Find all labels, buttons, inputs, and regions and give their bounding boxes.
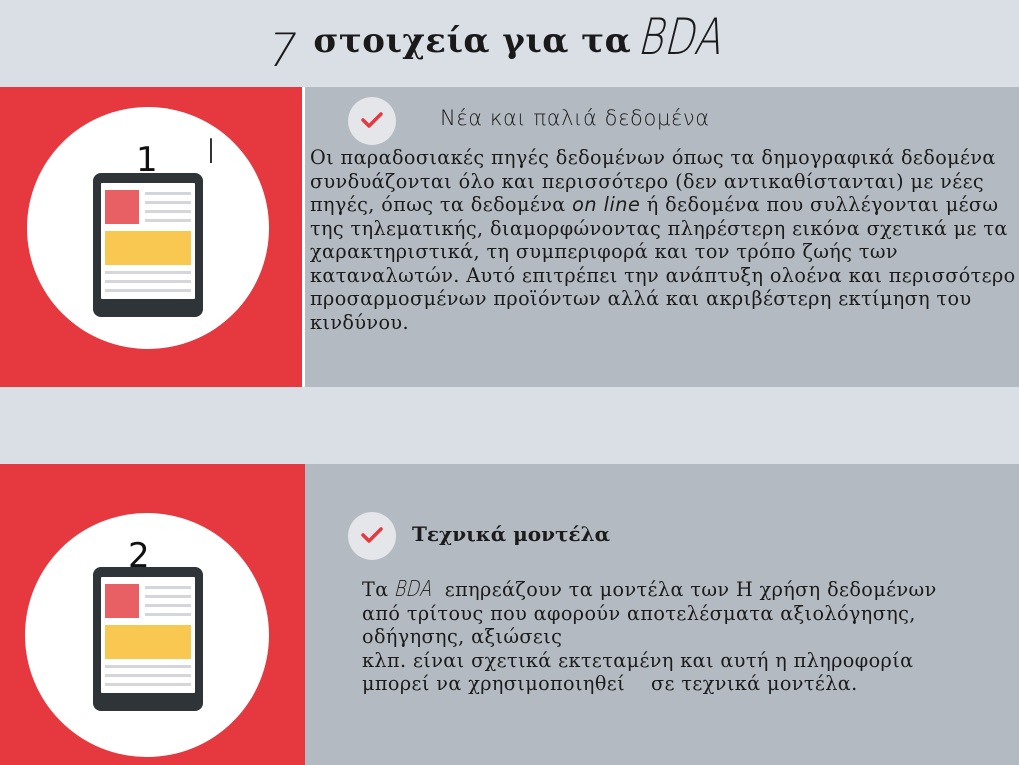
tablet-image-block (105, 584, 139, 618)
section1-body-part1: Οι παραδοσιακές πηγές δεδομένων όπως τα δημογραφικά δεδομένα συνδυάζονται όλο και περισσότερο (δεν αντικαθίστανται) με νέες πηγές, όπως τα δεδομένα (310, 146, 996, 216)
page-title (0, 8, 1019, 86)
tablet-text-line (105, 674, 191, 677)
tablet-icon (93, 173, 203, 317)
title-abbreviation: BDA (634, 8, 733, 66)
section2-number-label: 2 (128, 536, 150, 576)
tablet-text-line (105, 289, 191, 292)
tablet-image-block (105, 190, 139, 224)
section2-body-line (362, 578, 1018, 602)
section2-body-line3: οδήγησης, αξιώσεις (362, 625, 563, 648)
tablet-text-line (145, 219, 191, 222)
tablet-yellow-block (105, 625, 191, 659)
tablet-text-line (145, 613, 191, 616)
title-number: 7 (262, 23, 303, 77)
section1-body-text (310, 146, 1018, 334)
section2-body-abbr: BDA (392, 577, 437, 602)
section1-body-online: on line (572, 193, 641, 216)
section2-body-line1: επηρεάζουν τα μοντέλα των Η χρήση δεδομένων (438, 578, 937, 601)
tablet-text-line (105, 271, 191, 274)
section1-check-bubble (348, 97, 396, 145)
check-icon (360, 111, 384, 129)
section1-body-part2: ή δεδομένα που συλλέγονται μέσω της τηλεματικής, διαμορφώνοντας πληρέστερη εικόνα σχετικά με τα χαρακτηριστικά, τη συμπεριφορά και τον τρόπο ζωής των καταναλωτών. Αυτό επιτρέπει την ανάπτυξη ολοένα και περισσότερο προσαρμοσμένων προϊόντων αλλά και ακριβέστερη εκτίμηση του κινδύνου. (310, 193, 1016, 334)
section2-body-line5: μπορεί να χρησιμοποιηθεί σε τεχνικά μοντέλα. (362, 672, 858, 695)
title-text: στοιχεία για τα (313, 21, 632, 61)
tablet-text-line (105, 280, 191, 283)
tablet-yellow-block (105, 231, 191, 265)
tablet-text-line (105, 665, 191, 668)
section2-body-line4: κλπ. είναι σχετικά εκτεταμένη και αυτή η πληροφορία (362, 648, 914, 672)
section2-body-line2: από τρίτους που αφορούν αποτελέσματα αξιολόγησης, (362, 601, 916, 625)
tablet-text-line (145, 604, 191, 607)
section2-heading: Τεχνικά μοντέλα (412, 522, 610, 546)
tablet-text-line (145, 210, 191, 213)
tablet-screen (101, 183, 195, 299)
tablet-text-line (105, 683, 191, 686)
section1-number-label: 1 (136, 140, 158, 180)
tablet-text-line (145, 586, 191, 589)
check-icon (360, 526, 384, 544)
tablet-text-line (145, 201, 191, 204)
tablet-text-line (145, 192, 191, 195)
section1-mark-label: I (206, 132, 217, 172)
section1-heading: Νέα και παλιά δεδομένα (440, 106, 710, 130)
tablet-text-line (145, 595, 191, 598)
section2-body-text (362, 578, 1018, 696)
tablet-icon (93, 567, 203, 711)
section2-body-prefix: Τα (362, 578, 389, 601)
section2-check-bubble (348, 512, 396, 560)
tablet-screen (101, 577, 195, 693)
